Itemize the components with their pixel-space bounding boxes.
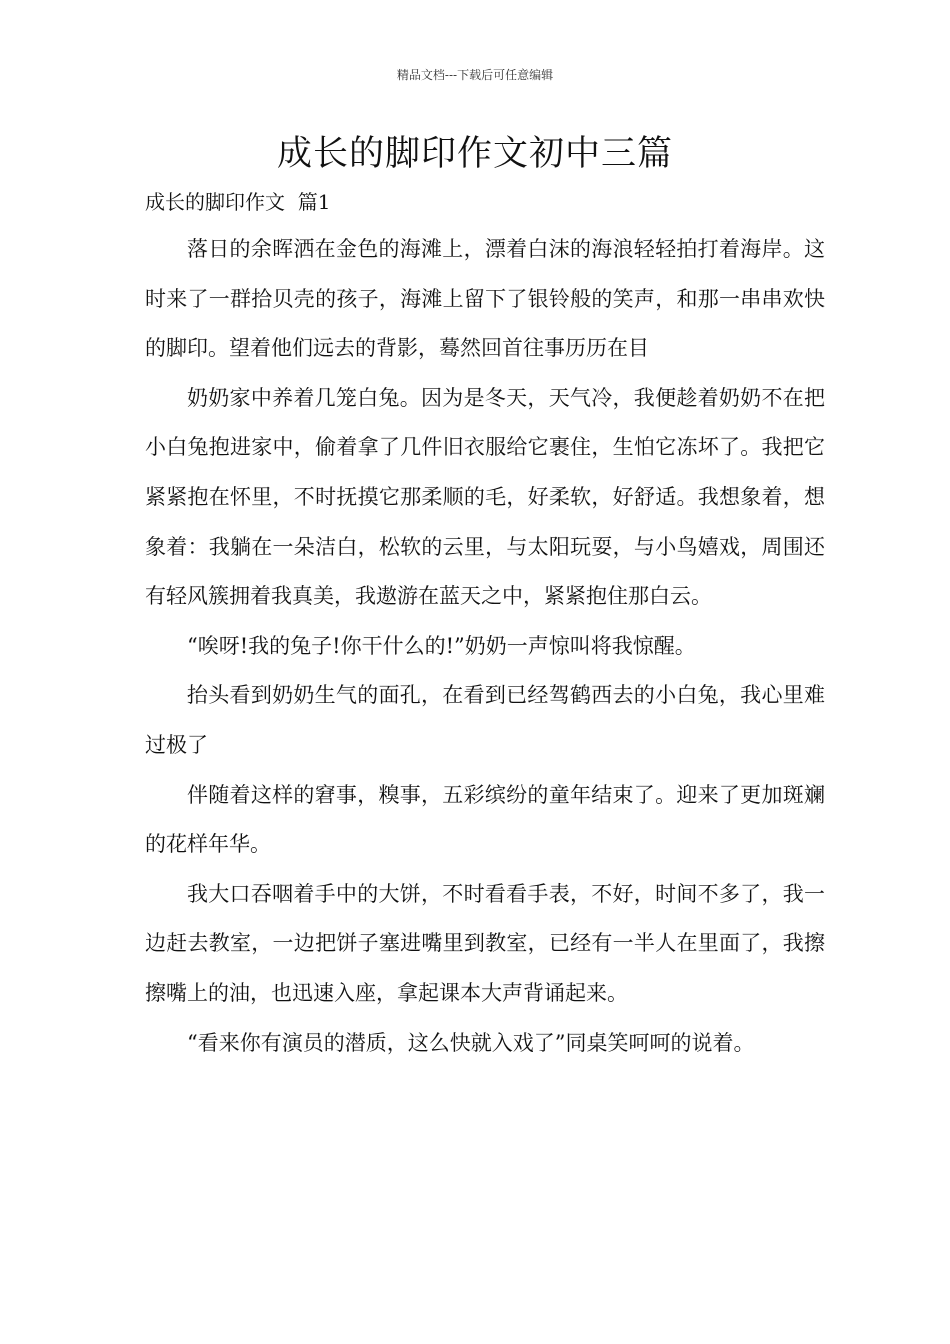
header-note: 精品文档---下载后可任意编辑 (396, 68, 554, 82)
essay-body (145, 225, 825, 1068)
paragraph: 落日的余晖洒在金色的海滩上，漂着白沫的海浪轻轻拍打着海岸。这时来了一群拾贝壳的孩子，海滩上留下了银铃般的笑声，和那一串串欢快的脚印。望着他们远去的背影，蓦然回首往事历历在目 (145, 237, 825, 361)
section-heading: 成长的脚印作文 篇1 (145, 190, 331, 214)
paragraph: 伴随着这样的窘事，糗事，五彩缤纷的童年结束了。迎来了更加斑斓的花样年华。 (145, 782, 825, 857)
paragraph: 我大口吞咽着手中的大饼，不时看看手表，不好，时间不多了，我一边赶去教室，一边把饼子塞进嘴里到教室，已经有一半人在里面了，我擦擦嘴上的油，也迅速入座，拿起课本大声背诵起来。 (145, 881, 825, 1005)
paragraph: 抬头看到奶奶生气的面孔，在看到已经驾鹤西去的小白兔，我心里难过极了 (145, 683, 825, 757)
paragraph: 奶奶家中养着几笼白兔。因为是冬天，天气冷，我便趁着奶奶不在把小白兔抱进家中，偷着拿了几件旧衣服给它裹住，生怕它冻坏了。我把它紧紧抱在怀里，不时抚摸它那柔顺的毛，好柔软，好舒适。我想象着，想象着：我躺在一朵洁白，松软的云里，与太阳玩耍，与小鸟嬉戏，周围还有轻风簇拥着我真美，我遨游在蓝天之中，紧紧抱住那白云。 (145, 385, 825, 609)
paragraph: “看来你有演员的潜质，这么快就入戏了”同桌笑呵呵的说着。 (187, 1030, 755, 1055)
page-title: 成长的脚印作文初中三篇 (276, 134, 673, 174)
paragraph: “唉呀!我的兔子!你干什么的!”奶奶一声惊叫将我惊醒。 (187, 633, 696, 658)
